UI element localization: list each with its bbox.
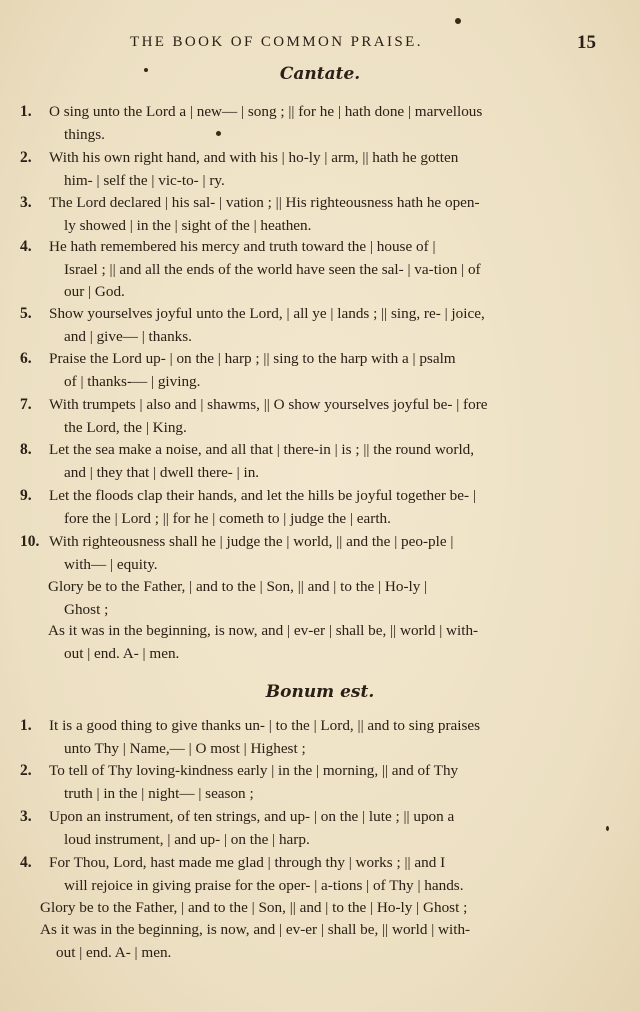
doxology-line: Ghost ;: [64, 600, 109, 618]
paper-speck: [606, 826, 609, 831]
verse-number: 3.: [20, 194, 32, 211]
doxology-glory: [40, 897, 600, 920]
verse-line: things.: [64, 125, 105, 143]
verse-line: and | they that | dwell there- | in.: [64, 463, 260, 481]
verse-cantate-4: [20, 236, 602, 304]
verse-cantate-3: [20, 192, 602, 237]
verse-line: To tell of Thy loving-kindness early | in the | morning, || and of Thy: [49, 762, 459, 779]
verse-number: 3.: [20, 808, 32, 825]
verse-line: Upon an instrument, of ten strings, and up- | on the | lute ; || upon a: [49, 808, 455, 825]
verse-line: of | thanks-— | giving.: [64, 372, 201, 390]
page-header: [0, 32, 640, 60]
verse-number: 1.: [20, 103, 32, 120]
verse-line: The Lord declared | his sal- | vation ; || His righteousness hath he open-: [49, 194, 480, 211]
verse-cantate-9: [20, 485, 602, 530]
verse-line: will rejoice in giving praise for the oper- | a-tions | of Thy | hands.: [64, 876, 464, 894]
verse-bonum-1: [20, 715, 602, 760]
verse-bonum-3: [20, 806, 602, 851]
verse-cantate-2: [20, 147, 602, 192]
doxology-line: out | end. A- | men.: [56, 943, 172, 961]
verse-line: O sing unto the Lord a | new— | song ; || for he | hath done | marvellous: [49, 103, 483, 120]
verse-cantate-10: [20, 531, 602, 576]
verse-bonum-4: [20, 852, 602, 897]
doxology-line: Glory be to the Father, | and to the | Son, || and | to the | Ho-ly |: [48, 578, 428, 595]
paper-speck: [144, 68, 148, 72]
verse-number: 9.: [20, 487, 32, 504]
verse-line: ly showed | in the | sight of the | heathen.: [64, 216, 312, 234]
doxology-glory: [48, 576, 608, 621]
verse-line: and | give— | thanks.: [64, 327, 192, 345]
running-title: THE BOOK OF COMMON PRAISE.: [130, 34, 423, 50]
verse-number: 4.: [20, 854, 32, 871]
verse-cantate-5: [20, 303, 602, 348]
doxology-line: Glory be to the Father, | and to the | Son, || and | to the | Ho-ly | Ghost ;: [40, 899, 468, 916]
verse-line: the Lord, the | King.: [64, 418, 187, 436]
page-number: 15: [577, 32, 596, 53]
verse-line: Show yourselves joyful unto the Lord, | all ye | lands ; || sing, re- | joice,: [49, 305, 485, 322]
verse-line: With trumpets | also and | shawms, || O show yourselves joyful be- | fore: [49, 396, 488, 413]
verse-cantate-7: [20, 394, 602, 439]
paper-speck: [216, 131, 221, 136]
verse-bonum-2: [20, 760, 602, 805]
verse-line: It is a good thing to give thanks un- | to the | Lord, || and to sing praises: [49, 717, 481, 734]
verse-number: 8.: [20, 441, 32, 458]
doxology-line: As it was in the beginning, is now, and | ev-er | shall be, || world | with-: [48, 622, 479, 639]
verse-number: 4.: [20, 238, 32, 255]
section-title-cantate: Cantate.: [279, 64, 361, 84]
verse-number: 1.: [20, 717, 32, 734]
section-title-bonum-est: Bonum est.: [265, 682, 375, 702]
verse-line: loud instrument, | and up- | on the | harp.: [64, 830, 310, 848]
paper-speck: [455, 18, 461, 24]
doxology-as-it-was: [48, 620, 608, 665]
verse-line: our | God.: [64, 283, 125, 300]
verse-line: With his own right hand, and with his | ho-ly | arm, || hath he gotten: [49, 149, 459, 166]
verse-number: 2.: [20, 762, 32, 779]
verse-number: 7.: [20, 396, 32, 413]
verse-line: truth | in the | night— | season ;: [64, 784, 254, 802]
verse-number: 5.: [20, 305, 32, 322]
doxology-as-it-was: [40, 919, 600, 964]
verse-number: 6.: [20, 350, 32, 367]
verse-line: fore the | Lord ; || for he | cometh to | judge the | earth.: [64, 509, 391, 527]
doxology-line: out | end. A- | men.: [64, 644, 180, 662]
verse-line: Israel ; || and all the ends of the world have seen the sal- | va-tion | of: [64, 260, 481, 278]
verse-line: With righteousness shall he | judge the | world, || and the | peo-ple |: [49, 533, 454, 550]
verse-number: 10.: [20, 533, 40, 550]
verse-line: For Thou, Lord, hast made me glad | through thy | works ; || and I: [49, 854, 446, 871]
verse-cantate-6: [20, 348, 602, 393]
verse-line: him- | self the | vic-to- | ry.: [64, 171, 225, 189]
verse-number: 2.: [20, 149, 32, 166]
doxology-line: As it was in the beginning, is now, and | ev-er | shall be, || world | with-: [40, 921, 471, 938]
verse-cantate-8: [20, 439, 602, 484]
verse-cantate-1: [20, 101, 602, 146]
verse-line: with— | equity.: [64, 555, 158, 573]
verse-line: He hath remembered his mercy and truth toward the | house of |: [49, 238, 436, 255]
verse-line: unto Thy | Name,— | O most | Highest ;: [64, 739, 306, 757]
verse-line: Let the floods clap their hands, and let the hills be joyful together be- |: [49, 487, 476, 504]
verse-line: Praise the Lord up- | on the | harp ; || sing to the harp with a | psalm: [49, 350, 456, 367]
verse-line: Let the sea make a noise, and all that | there-in | is ; || the round world,: [49, 441, 475, 458]
